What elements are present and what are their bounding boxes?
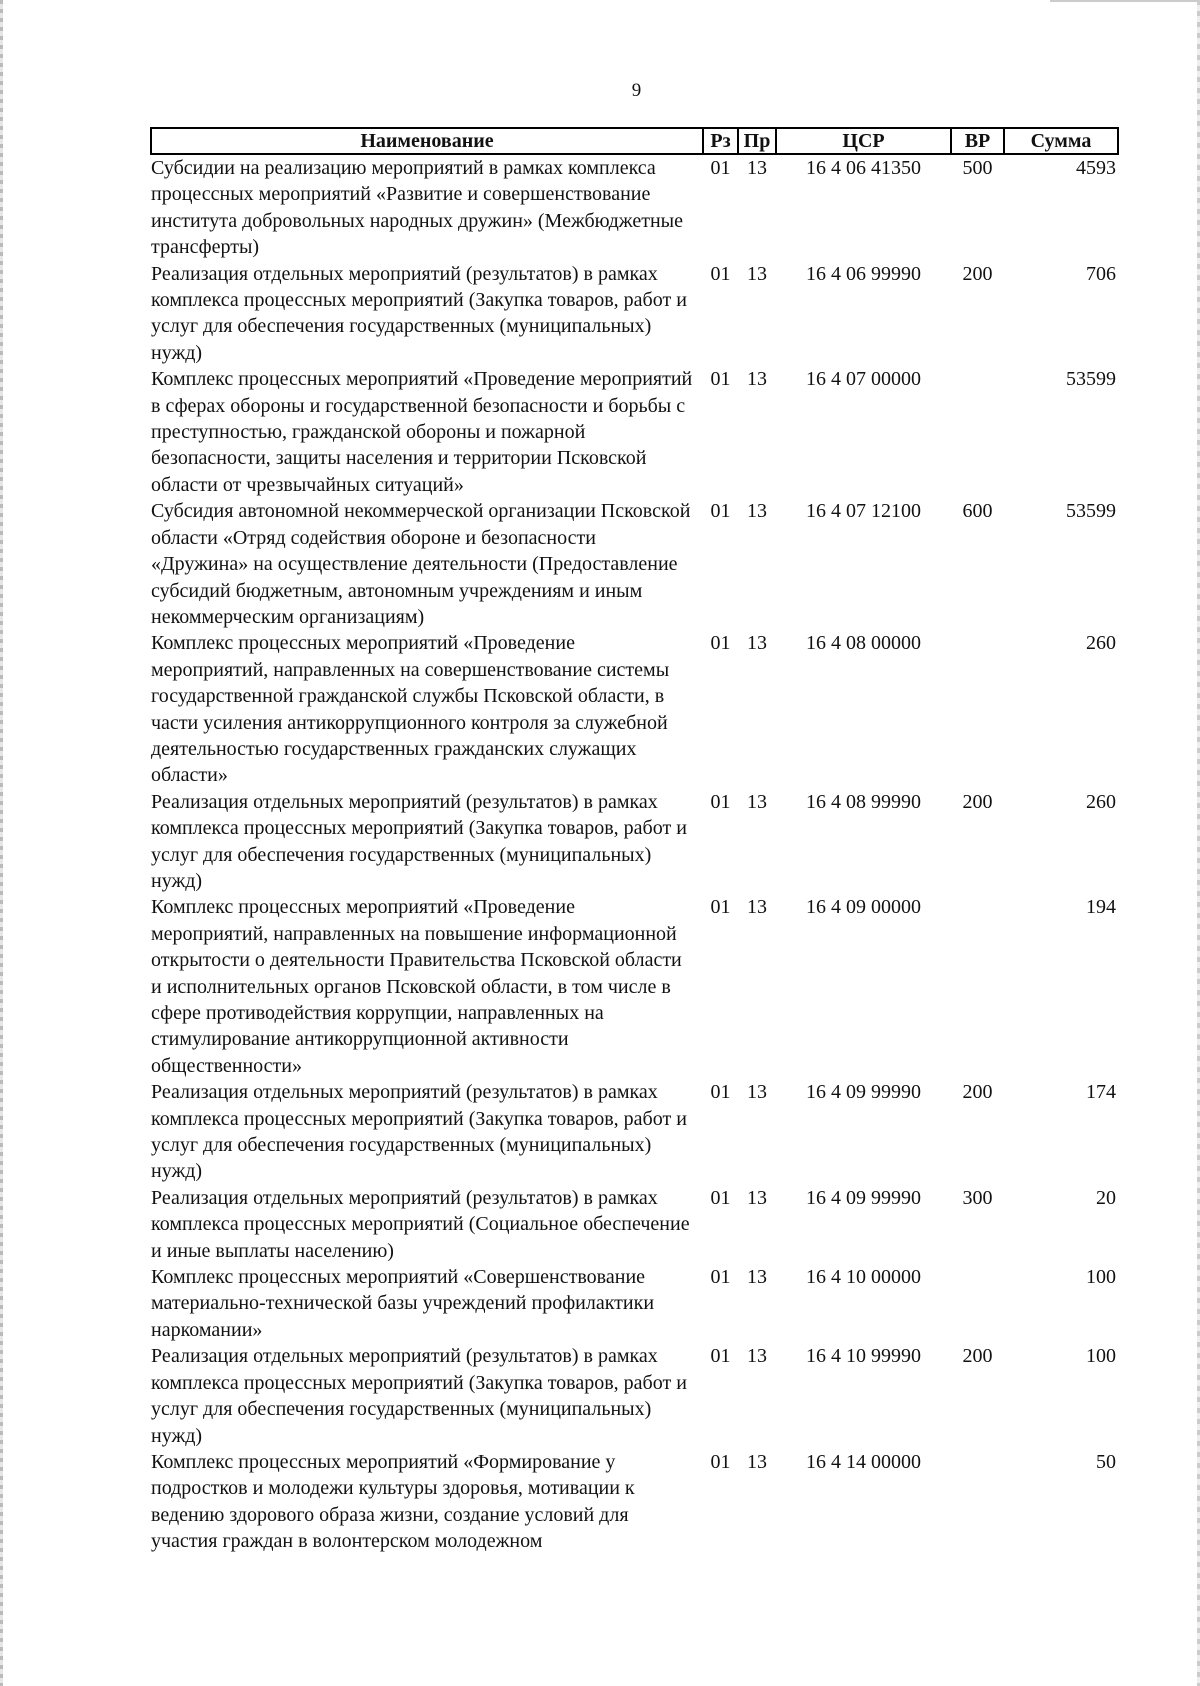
row-name: Реализация отдельных мероприятий (результатов) в рамках комплекса процессных мероприятий (Социальное обеспечение и иные выплаты населению) — [151, 1186, 690, 1262]
row-csr: 16 4 07 00000 — [806, 368, 921, 391]
page-number: 9 — [631, 80, 642, 101]
row-sum: 194 — [1086, 896, 1116, 919]
row-pr: 13 — [747, 632, 767, 655]
header-pr: Пр — [738, 128, 776, 154]
header-sum: Сумма — [1004, 128, 1118, 154]
row-name: Субсидия автономной некоммерческой организации Псковской области «Отряд содействия обороне и безопасности «Дружина» на осуществление деятельности (Предоставление субсидий бюджетным, автономным учреждениям и иным некоммерческим организациям) — [151, 500, 691, 628]
row-csr: 16 4 10 99990 — [806, 1345, 921, 1368]
row-csr: 16 4 08 00000 — [806, 632, 921, 655]
row-name: Реализация отдельных мероприятий (результатов) в рамках комплекса процессных мероприятий (Закупка товаров, работ и услуг для обеспечения государственных (муниципальных) нужд) — [151, 1345, 687, 1447]
row-rz: 01 — [710, 500, 731, 523]
row-sum: 260 — [1086, 632, 1116, 655]
row-sum: 4593 — [1076, 157, 1116, 179]
row-name: Комплекс процессных мероприятий «Формирование у подростков и молодежи культуры здоровья, мотивации к ведению здорового образа жизни, создание условий для участия граждан в волонтерском молодежном — [151, 1450, 635, 1553]
row-pr: 13 — [747, 1266, 767, 1289]
row-name: Комплекс процессных мероприятий «Совершенствование материально-технической базы учреждений профилактики наркомании» — [151, 1266, 655, 1341]
row-vr: 200 — [962, 790, 993, 813]
row-pr: 13 — [747, 262, 767, 285]
row-name: Реализация отдельных мероприятий (результатов) в рамках комплекса процессных мероприятий (Закупка товаров, работ и услуг для обеспечения государственных (муниципальных) нужд) — [151, 1081, 687, 1183]
row-rz: 01 — [710, 1450, 731, 1473]
row-pr: 13 — [747, 1081, 767, 1104]
table-row — [151, 498, 1118, 630]
row-name: Комплекс процессных мероприятий «Проведение мероприятий в сферах обороны и государственной безопасности и борьбы с преступностью, гражданской обороны и пожарной безопасности, защиты населения и территории Псковской области от чрезвычайных ситуаций» — [151, 368, 693, 496]
table-row — [151, 894, 1118, 1079]
row-pr: 13 — [747, 1186, 767, 1209]
row-pr: 13 — [747, 500, 767, 523]
row-sum: 53599 — [1066, 500, 1116, 523]
row-rz: 01 — [710, 790, 731, 813]
row-rz: 01 — [710, 157, 731, 179]
row-name: Комплекс процессных мероприятий «Проведение мероприятий, направленных на повышение информационной открытости о деятельности Правительства Псковской области и исполнительных органов Псковской области, в том числе в сфере противодействия коррупции, направленных на стимулирование антикоррупционной активности общественности» — [151, 896, 682, 1077]
row-vr: 200 — [962, 1081, 993, 1104]
row-name: Комплекс процессных мероприятий «Проведение мероприятий, направленных на совершенствование системы государственной гражданской службы Псковской области, в части усиления антикоррупционного контроля за служебной деятельностью государственных гражданских служащих области» — [151, 632, 670, 787]
table-row — [151, 630, 1118, 788]
row-sum: 53599 — [1066, 368, 1116, 391]
row-vr — [951, 894, 1004, 1079]
row-vr: 500 — [962, 157, 993, 179]
row-csr: 16 4 09 99990 — [806, 1081, 921, 1104]
row-vr — [951, 630, 1004, 788]
scan-edge-left — [0, 0, 3, 1686]
row-csr: 16 4 09 00000 — [806, 896, 921, 919]
budget-table — [150, 127, 1119, 1555]
row-rz: 01 — [710, 262, 731, 285]
row-csr: 16 4 08 99990 — [806, 790, 921, 813]
row-sum: 260 — [1086, 790, 1116, 813]
table-row — [151, 789, 1118, 895]
table-row — [151, 1449, 1118, 1555]
row-vr — [951, 366, 1004, 498]
table-header-row — [151, 128, 1118, 154]
row-pr: 13 — [747, 896, 767, 919]
table-row — [151, 366, 1118, 498]
header-csr: ЦСР — [776, 128, 951, 154]
table-row — [151, 1343, 1118, 1449]
row-csr: 16 4 06 41350 — [806, 157, 921, 179]
row-csr: 16 4 06 99990 — [806, 262, 921, 285]
header-name: Наименование — [151, 128, 703, 154]
table-row — [151, 261, 1118, 367]
row-name: Реализация отдельных мероприятий (результатов) в рамках комплекса процессных мероприятий (Закупка товаров, работ и услуг для обеспечения государственных (муниципальных) нужд) — [151, 790, 687, 892]
row-sum: 100 — [1086, 1345, 1116, 1368]
row-sum: 50 — [1096, 1450, 1116, 1473]
row-sum: 706 — [1086, 262, 1116, 285]
row-rz: 01 — [710, 632, 731, 655]
row-csr: 16 4 07 12100 — [806, 500, 921, 523]
row-rz: 01 — [710, 1186, 731, 1209]
row-sum: 100 — [1086, 1266, 1116, 1289]
row-csr: 16 4 10 00000 — [806, 1266, 921, 1289]
scan-edge-top — [1050, 0, 1200, 2]
row-pr: 13 — [747, 157, 767, 179]
row-csr: 16 4 09 99990 — [806, 1186, 921, 1209]
table-row — [151, 154, 1118, 261]
row-rz: 01 — [710, 1266, 731, 1289]
table-row — [151, 1079, 1118, 1185]
row-sum: 174 — [1086, 1081, 1116, 1104]
row-rz: 01 — [710, 1081, 731, 1104]
table-row — [151, 1264, 1118, 1343]
row-vr: 300 — [962, 1186, 993, 1209]
row-rz: 01 — [710, 1345, 731, 1368]
row-sum: 20 — [1096, 1186, 1116, 1209]
row-csr: 16 4 14 00000 — [806, 1450, 921, 1473]
row-vr: 600 — [962, 500, 993, 523]
header-vr: ВР — [951, 128, 1004, 154]
row-vr — [951, 1449, 1004, 1555]
row-name: Субсидии на реализацию мероприятий в рамках комплекса процессных мероприятий «Развитие и совершенствование института добровольных народных дружин» (Межбюджетные трансферты) — [151, 157, 683, 259]
row-rz: 01 — [710, 368, 731, 391]
row-vr: 200 — [962, 1345, 993, 1368]
row-pr: 13 — [747, 1450, 767, 1473]
row-vr: 200 — [962, 262, 993, 285]
row-pr: 13 — [747, 790, 767, 813]
row-vr — [951, 1264, 1004, 1343]
row-name: Реализация отдельных мероприятий (результатов) в рамках комплекса процессных мероприятий (Закупка товаров, работ и услуг для обеспечения государственных (муниципальных) нужд) — [151, 262, 687, 364]
row-pr: 13 — [747, 1345, 767, 1368]
header-rz: Рз — [703, 128, 738, 154]
table-row — [151, 1185, 1118, 1264]
row-rz: 01 — [710, 896, 731, 919]
row-pr: 13 — [747, 368, 767, 391]
